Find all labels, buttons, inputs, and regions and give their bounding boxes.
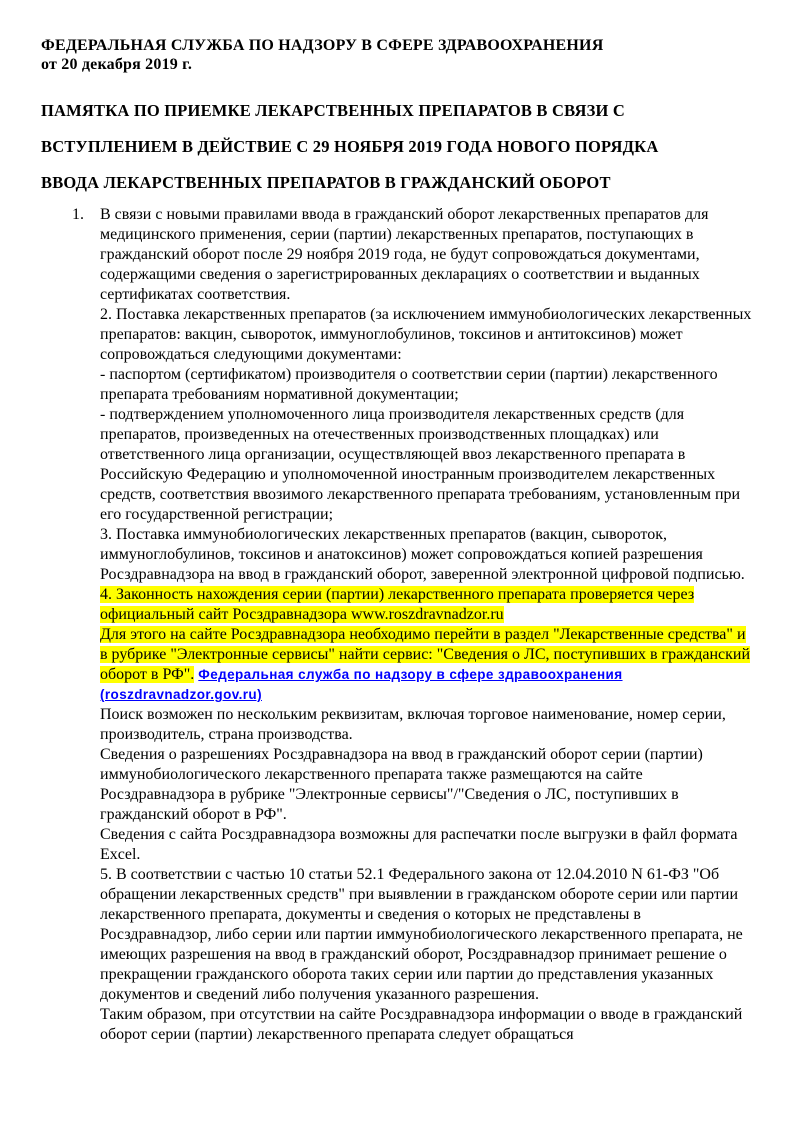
paragraph	[100, 525, 756, 585]
document-body	[72, 205, 756, 1045]
document-title-line: ПАМЯТКА ПО ПРИЕМКЕ ЛЕКАРСТВЕННЫХ ПРЕПАРАТОВ В СВЯЗИ С	[41, 101, 625, 120]
text-run: В связи с новыми правилами ввода в гражданский оборот лекарственных препаратов для медицинского применения, серии (партии) лекарственных препаратов, поступающих в гражданский оборот после 29 ноября 2019 года, не будут сопровождаться документами, содержащими сведения о зарегистрированных декларациях о соответствии и выданных сертификатах соответствия.	[100, 206, 709, 303]
paragraph	[100, 865, 756, 1005]
paragraph	[100, 1005, 756, 1045]
text-run: Сведения о разрешениях Росздравнадзора на ввод в гражданский оборот серии (партии) иммунобиологического лекарственного препарата также размещаются на сайте Росздравнадзора в рубрике "Электронные сервисы"/"Сведения о ЛС, поступивших в гражданский оборот в РФ".	[100, 746, 703, 823]
paragraph	[100, 825, 756, 865]
list-number: 1.	[72, 206, 84, 223]
document-title	[41, 93, 756, 201]
document-title-line: ВСТУПЛЕНИЕМ В ДЕЙСТВИЕ С 29 НОЯБРЯ 2019 ГОДА НОВОГО ПОРЯДКА	[41, 137, 659, 156]
paragraph	[72, 205, 756, 305]
paragraph	[100, 405, 756, 525]
text-run: 5. В соответствии с частью 10 статьи 52.1 Федерального закона от 12.04.2010 N 61-ФЗ "Об обращении лекарственных средств" при выявлении в гражданском обороте серии или партии лекарственного препарата, документы и сведения о которых не представлены в Росздравнадзор, либо серии или партии иммунобиологического лекарственного препарата, не имеющих разрешения на ввод в гражданский оборот, Росздравнадзор принимает решение о прекращении гражданского оборота таких серии или партии до представления указанных документов и сведений либо получения указанного разрешения.	[100, 866, 743, 1003]
text-run: Сведения с сайта Росздравнадзора возможны для распечатки после выгрузки в файл формата Excel.	[100, 826, 738, 863]
paragraph	[100, 585, 756, 625]
text-run: - паспортом (сертификатом) производителя о соответствии серии (партии) лекарственного препарата требованиям нормативной документации;	[100, 366, 718, 403]
paragraph	[100, 745, 756, 825]
header-date: от 20 декабря 2019 г.	[41, 56, 193, 73]
highlighted-text: 4. Законность нахождения серии (партии) лекарственного препарата проверяется через официальный сайт Росздравнадзора www.roszdravnadzor.ru	[100, 586, 695, 623]
document-title-line: ВВОДА ЛЕКАРСТВЕННЫХ ПРЕПАРАТОВ В ГРАЖДАНСКИЙ ОБОРОТ	[41, 173, 611, 192]
text-run: - подтверждением уполномоченного лица производителя лекарственных средств (для препаратов, произведенных на отечественных производственных площадках) или ответственного лица организации, осуществляющей ввоз лекарственного препарата в Российскую Федерацию и уполномоченной иностранным производителем лекарственных средств, соответствия ввозимого лекарственного препарата требованиям, установленным при его государственной регистрации;	[100, 406, 741, 523]
paragraph	[100, 625, 756, 705]
roszdravnadzor-link[interactable]: Федеральная служба по надзору в сфере здравоохранения (roszdravnadzor.gov.ru)	[100, 667, 623, 702]
paragraph	[100, 365, 756, 405]
text-run: Поиск возможен по нескольким реквизитам, включая торговое наименование, номер серии, производитель, страна производства.	[100, 706, 726, 743]
text-run: 2. Поставка лекарственных препаратов (за исключением иммунобиологических лекарственных препаратов: вакцин, сывороток, иммуноглобулинов, токсинов и антитоксинов) может сопровождаться следующими документами:	[100, 306, 752, 363]
paragraph	[100, 705, 756, 745]
paragraph	[100, 305, 756, 365]
text-run: 3. Поставка иммунобиологических лекарственных препаратов (вакцин, сывороток, иммуноглобулинов, токсинов и анатоксинов) может сопровождаться копией разрешения Росздравнадзора на ввод в гражданский оборот, заверенной электронной цифровой подписью.	[100, 526, 745, 583]
highlighted-text: Для этого на сайте Росздравнадзора необходимо перейти в раздел "Лекарственные средства" и в рубрике "Электронные сервисы" найти сервис: "Сведения о ЛС, поступивших в гражданский оборот в РФ".	[100, 626, 751, 683]
header-organization: ФЕДЕРАЛЬНАЯ СЛУЖБА ПО НАДЗОРУ В СФЕРЕ ЗДРАВООХРАНЕНИЯ	[41, 37, 604, 54]
text-run: Таким образом, при отсутствии на сайте Росздравнадзора информации о вводе в гражданский оборот серии (партии) лекарственного препарата следует обращаться	[100, 1006, 743, 1043]
